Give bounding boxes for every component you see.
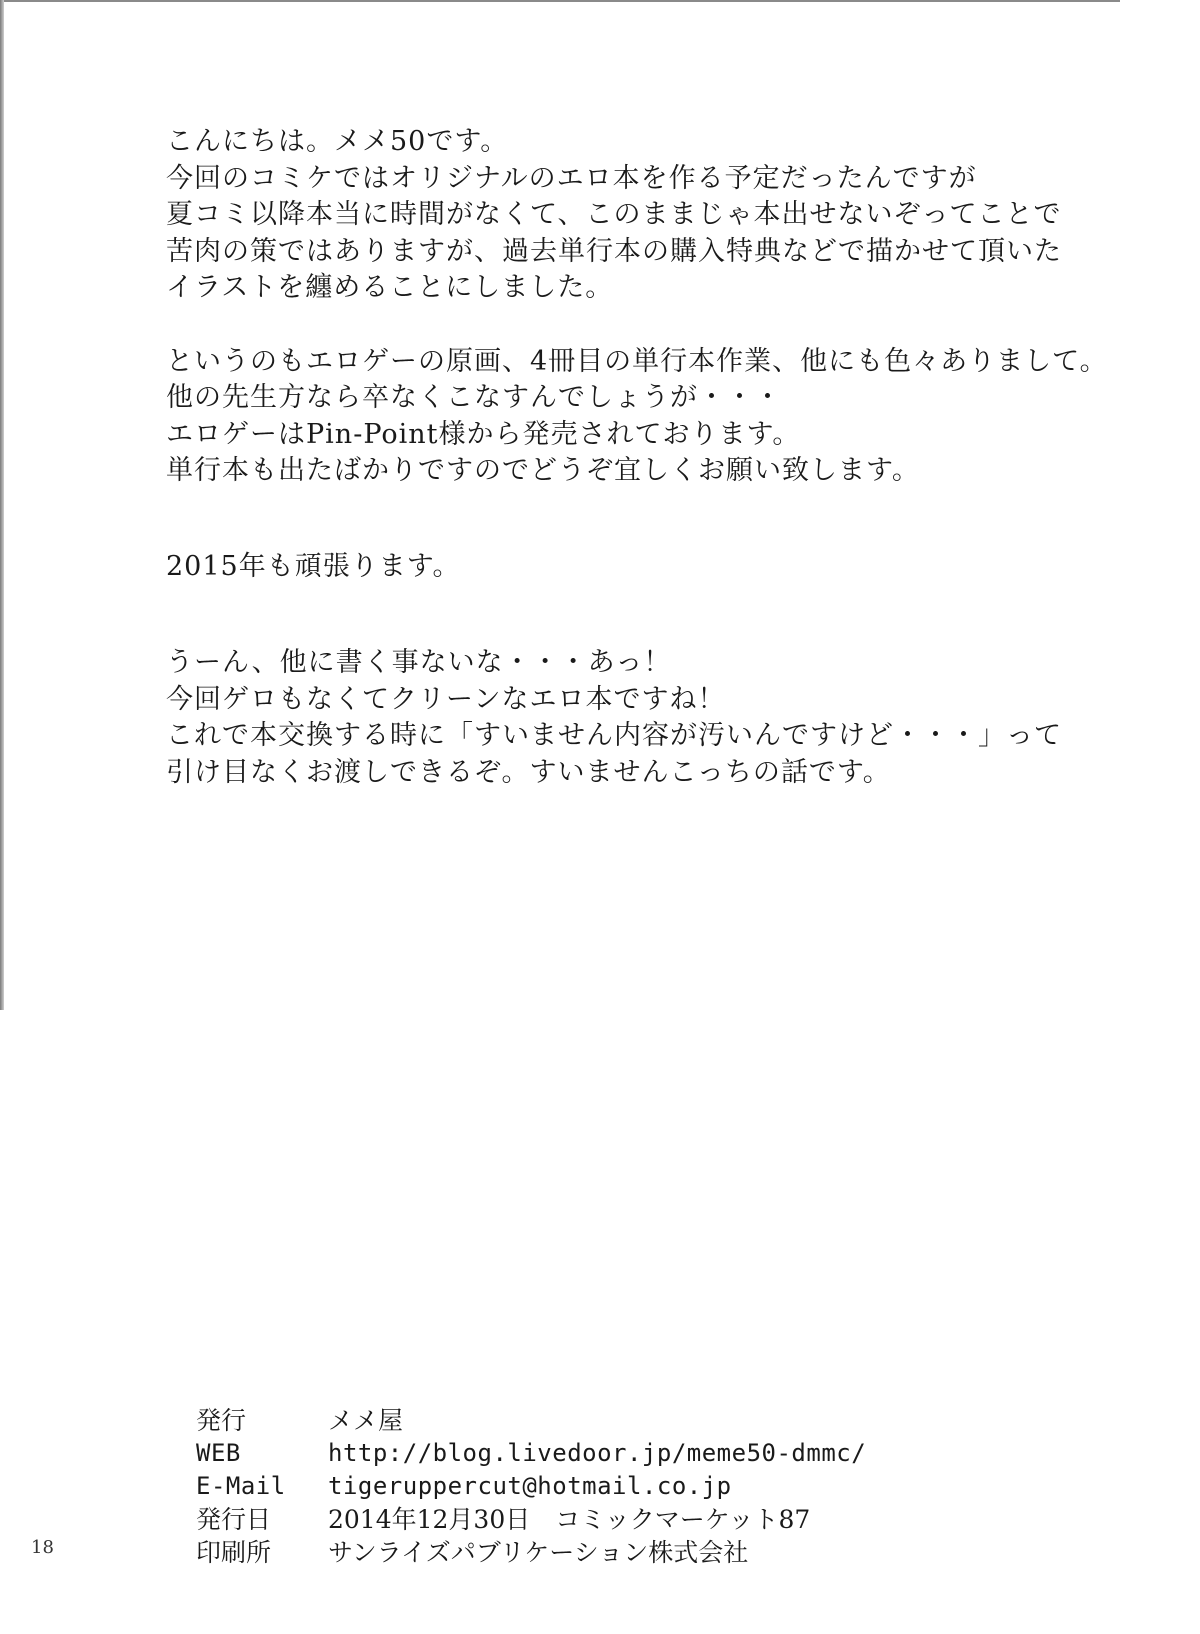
colophon (196, 1404, 896, 1569)
date-value: 2014年12月30日 コミックマーケット87 (328, 1505, 811, 1534)
date-label: 発行日 (196, 1505, 272, 1534)
afterword-line: 夏コミ以降本当に時間がなくて、このままじゃ本出せないぞってことで (166, 199, 1062, 230)
printer-value: サンライズパブリケーション株式会社 (328, 1538, 749, 1567)
colophon-row-date (196, 1503, 896, 1536)
publisher-label: 発行 (196, 1406, 247, 1435)
afterword-line: うーん、他に書く事ないな・・・あっ！ (166, 647, 672, 678)
afterword-paragraph-1 (166, 124, 1166, 307)
afterword-line: イラストを纏めることにしました。 (166, 272, 614, 303)
colophon-row-publisher (196, 1404, 896, 1437)
colophon-row-printer (196, 1536, 896, 1569)
web-label: WEB (196, 1439, 241, 1467)
afterword-line: 2015年も頑張ります。 (166, 550, 461, 582)
colophon-row-web (196, 1437, 896, 1470)
email-address: tigeruppercut@hotmail.co.jp (328, 1472, 732, 1500)
publisher-value: メメ屋 (328, 1406, 404, 1435)
afterword-line: というのもエロゲーの原画、4冊目の単行本作業、他にも色々ありまして。 (166, 345, 1108, 377)
afterword-line: 単行本も出たばかりですのでどうぞ宜しくお願い致します。 (166, 455, 920, 486)
afterword-line: 今回ゲロもなくてクリーンなエロ本ですね！ (166, 683, 726, 715)
page-edge-top (0, 0, 1120, 2)
afterword-line: エロゲーはPin-Point様から発売されております。 (166, 418, 801, 450)
colophon-row-email (196, 1470, 896, 1503)
afterword-line: これで本交換する時に「すいません内容が汚いんですけど・・・」って (166, 720, 1062, 751)
printer-label: 印刷所 (196, 1538, 272, 1567)
afterword-line: 苦肉の策ではありますが、過去単行本の購入特典などで描かせて頂いた (166, 235, 1062, 267)
afterword-paragraph-3 (166, 549, 1166, 586)
page-edge-left (0, 0, 4, 1010)
afterword-line: こんにちは。メメ50です。 (166, 126, 509, 157)
afterword-paragraph-4 (166, 645, 1166, 791)
email-label: E-Mail (196, 1472, 286, 1500)
afterword-line: 他の先生方なら卒なくこなすんでしょうが・・・ (166, 382, 782, 413)
afterword-text (166, 124, 1166, 791)
afterword-line: 今回のコミケではオリジナルのエロ本を作る予定だったんですが (166, 162, 977, 194)
afterword-line: 引け目なくお渡しできるぞ。すいませんこっちの話です。 (166, 756, 891, 788)
afterword-paragraph-2 (166, 344, 1166, 490)
page-number: 18 (31, 1537, 54, 1558)
web-url: http://blog.livedoor.jp/meme50-dmmc/ (328, 1439, 867, 1467)
